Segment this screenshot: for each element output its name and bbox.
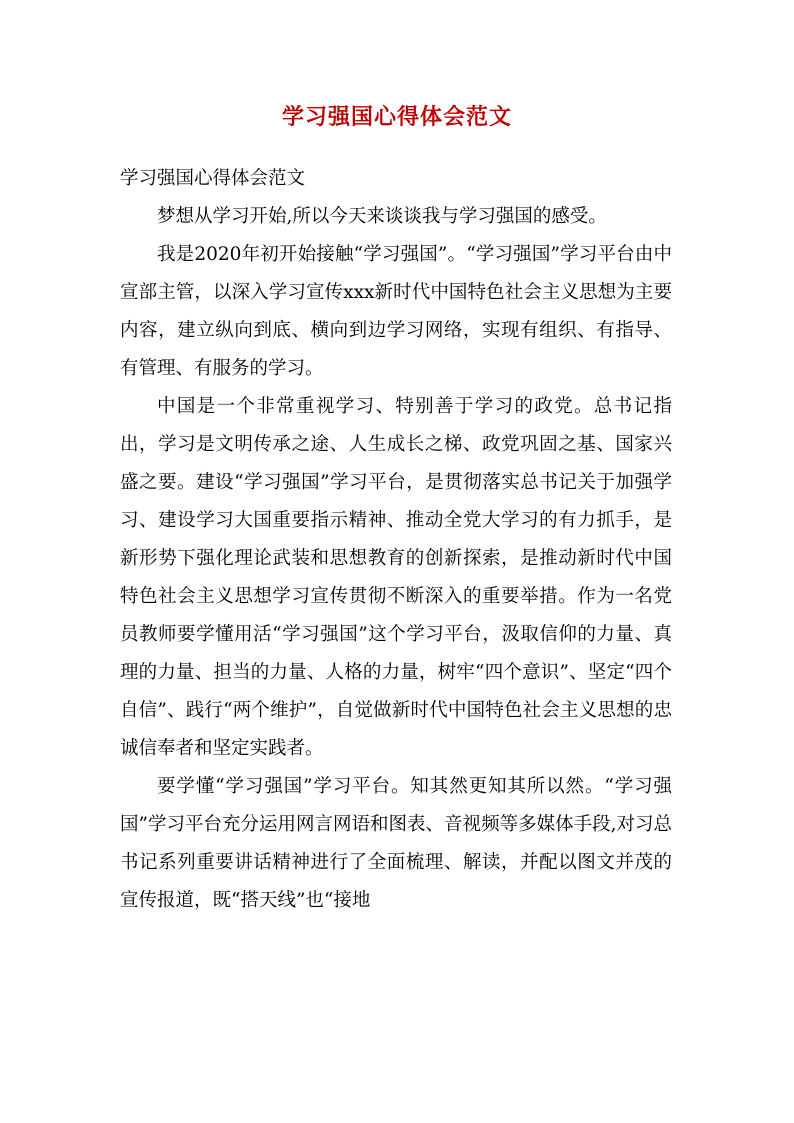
body-paragraph: 中国是一个非常重视学习、特别善于学习的政党。总书记指出，学习是文明传承之途、人生成长之梯、政党巩固之基、国家兴盛之要。建设“学习强国”学习平台，是贯彻落实总书记关于加强学习、建设学习大国重要指示精神、推动全党大学习的有力抓手，是新形势下强化理论武装和思想教育的创新探索，是推动新时代中国特色社会主义思想学习宣传贯彻不断深入的重要举措。作为一名党员教师要学懂用活“学习强国”这个学习平台，汲取信仰的力量、真理的力量、担当的力量、人格的力量，树牢“四个意识”、坚定“四个自信”、践行“两个维护”，自觉做新时代中国特色社会主义思想的忠诚信奉者和坚定实践者。 [120, 396, 672, 759]
document-body [120, 160, 672, 920]
document-title: 学习强国心得体会范文 [281, 104, 512, 130]
body-paragraph: 我是2020年初开始接触“学习强国”。“学习强国”学习平台由中宣部主管，以深入学习宣传xxx新时代中国特色社会主义思想为主要内容，建立纵向到底、横向到边学习网络，实现有组织、有指导、有管理、有服务的学习。 [120, 244, 672, 379]
body-paragraph: 要学懂“学习强国”学习平台。知其然更知其所以然。“学习强国”学习平台充分运用网言网语和图表、音视频等多媒体手段,对习总书记系列重要讲话精神进行了全面梳理、解读，并配以图文并茂的宣传报道，既“搭天线”也“接地 [120, 776, 672, 911]
body-paragraph: 梦想从学习开始,所以今天来谈谈我与学习强国的感受。 [157, 206, 607, 227]
body-heading-line: 学习强国心得体会范文 [120, 168, 306, 189]
